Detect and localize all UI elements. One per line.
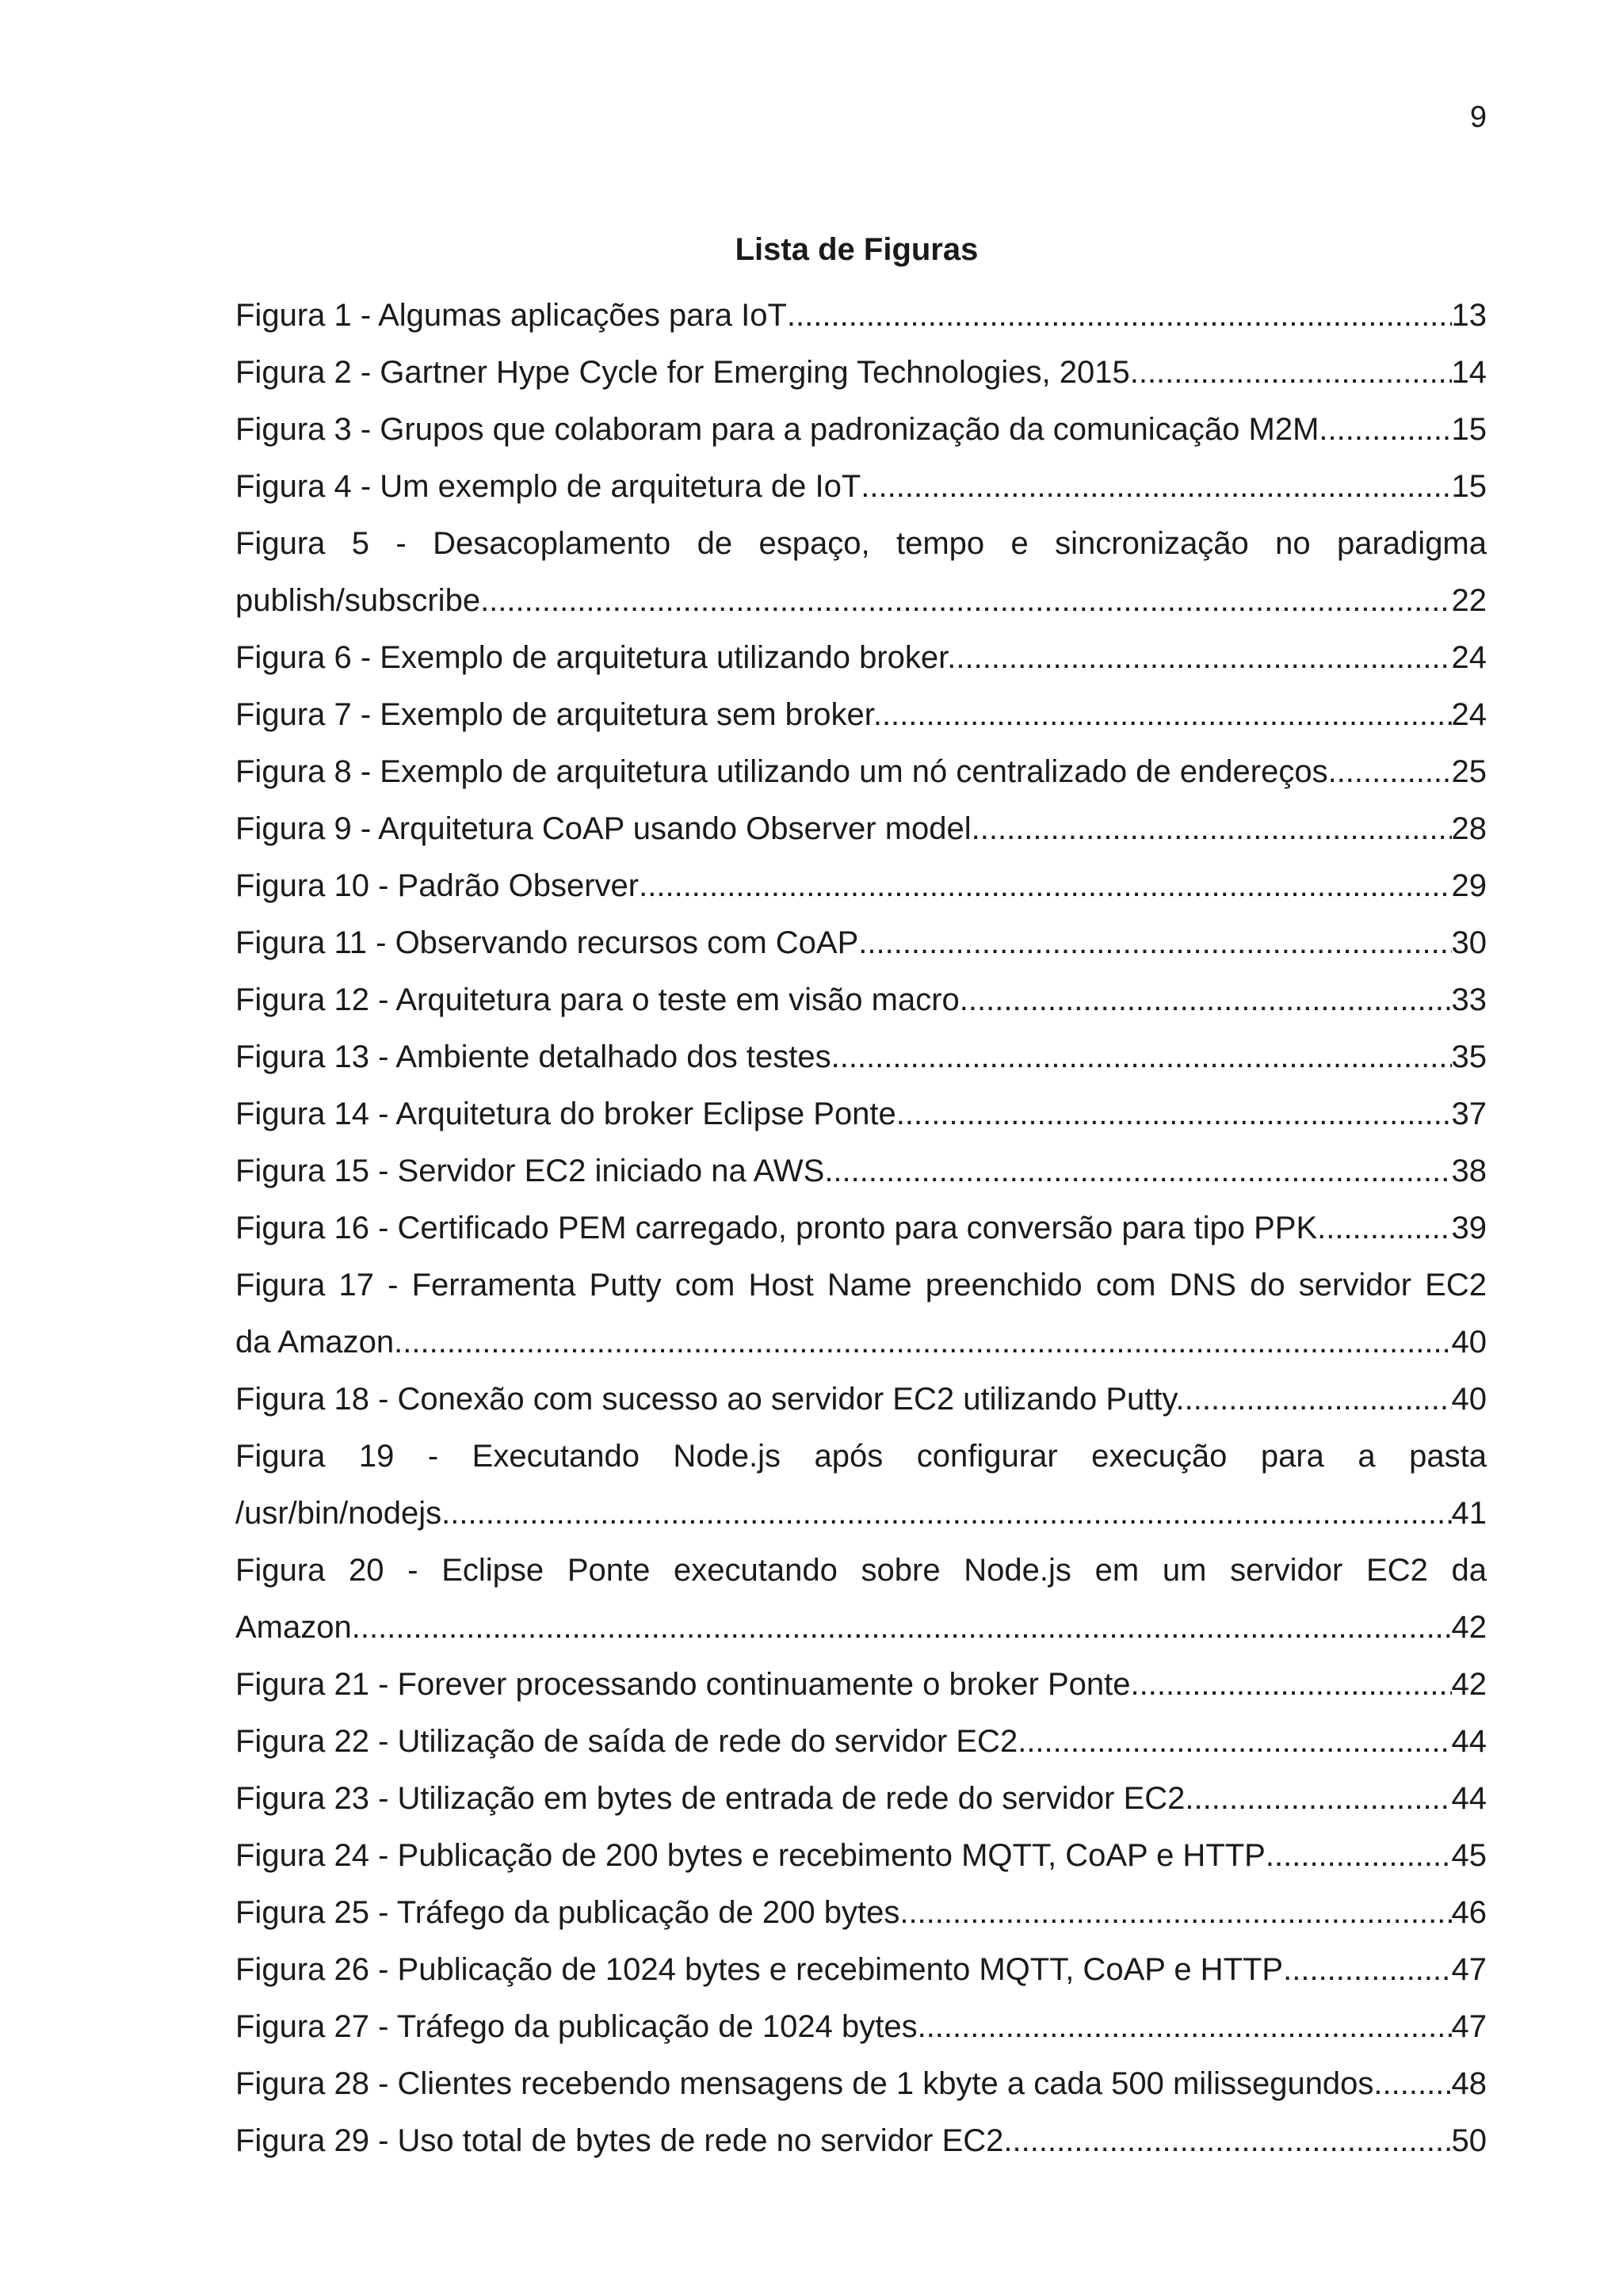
dot-leader <box>896 1085 1452 1142</box>
toc-entry-page: 46 <box>1451 1895 1487 1930</box>
dot-leader <box>1319 401 1451 458</box>
toc-entry-label: Figura 18 - Conexão com sucesso ao servidor EC2 utilizando Putty. <box>235 1382 1185 1417</box>
toc-entry-label: Figura 15 - Servidor EC2 iniciado na AWS <box>235 1154 825 1188</box>
toc-entry[interactable] <box>235 1656 1487 1713</box>
toc-entry[interactable] <box>235 686 1487 743</box>
toc-entry-label: Figura 13 - Ambiente detalhado dos testes <box>235 1039 831 1074</box>
dot-leader <box>918 1998 1452 2055</box>
toc-entry[interactable] <box>235 1770 1487 1827</box>
toc-entry[interactable] <box>235 1257 1487 1314</box>
toc-entry-label: Figura 28 - Clientes recebendo mensagens de 1 kbyte a cada 500 milissegundos. <box>235 2066 1383 2101</box>
toc-entry[interactable] <box>235 1941 1487 1998</box>
toc-entry[interactable] <box>235 1142 1487 1199</box>
toc-entry[interactable] <box>235 1314 1487 1371</box>
page-number: 9 <box>1469 101 1487 134</box>
toc-entry[interactable] <box>235 515 1487 572</box>
dot-leader <box>831 1028 1452 1085</box>
toc-entry[interactable] <box>235 1542 1487 1599</box>
toc-entry-label: Figura 20 - Eclipse Ponte executando sobre Node.js em um servidor EC2 da <box>235 1553 1487 1588</box>
page-title: Lista de Figuras <box>735 232 979 267</box>
toc-entry[interactable] <box>235 1199 1487 1257</box>
toc-entry[interactable] <box>235 401 1487 458</box>
toc-entry-page: 42 <box>1451 1610 1487 1645</box>
dot-leader <box>1026 1713 1451 1770</box>
dot-leader <box>480 572 1451 629</box>
toc-entry-page: 45 <box>1451 1838 1487 1873</box>
dot-leader <box>882 686 1452 743</box>
dot-leader <box>639 857 1451 914</box>
toc-entry-page: 44 <box>1451 1724 1487 1759</box>
dot-leader <box>1130 344 1452 401</box>
dot-leader <box>1185 1371 1452 1428</box>
dot-leader <box>352 1599 1452 1656</box>
toc-entry-page: 14 <box>1451 355 1487 390</box>
toc-entry-label: Figura 16 - Certificado PEM carregado, pronto para conversão para tipo PPK <box>235 1211 1318 1245</box>
toc-entry-page: 24 <box>1451 697 1487 732</box>
toc-entry-label: Figura 2 - Gartner Hype Cycle for Emerging Technologies, 2015 <box>235 355 1130 390</box>
dot-leader <box>1337 743 1452 800</box>
toc-entry-page: 47 <box>1451 2009 1487 2044</box>
toc-entry-label: Figura 27 - Tráfego da publicação de 1024 bytes <box>235 2009 918 2044</box>
toc-entry-label: Figura 21 - Forever processando continuamente o broker Ponte <box>235 1667 1131 1702</box>
toc-entry-page: 42 <box>1451 1667 1487 1702</box>
toc-entry-page: 47 <box>1451 1952 1487 1987</box>
toc-entry[interactable] <box>235 971 1487 1028</box>
toc-entry-page: 41 <box>1451 1496 1487 1531</box>
toc-entry-page: 40 <box>1451 1325 1487 1360</box>
toc-entry[interactable] <box>235 1599 1487 1656</box>
toc-entry-label: Figura 22 - Utilização de saída de rede do servidor EC2. <box>235 1724 1027 1759</box>
toc-entry-label: Figura 9 - Arquitetura CoAP usando Observer model <box>235 811 972 846</box>
dot-leader <box>824 1142 1451 1199</box>
dot-leader <box>1003 2112 1451 2169</box>
toc-entry[interactable] <box>235 1371 1487 1428</box>
toc-entry-label: Figura 5 - Desacoplamento de espaço, tempo e sincronização no paradigma <box>235 526 1487 561</box>
toc-entry[interactable] <box>235 344 1487 401</box>
toc-entry-page: 28 <box>1451 811 1487 846</box>
dot-leader <box>1266 1827 1452 1884</box>
toc-entry[interactable] <box>235 1428 1487 1485</box>
toc-entry-page: 48 <box>1451 2066 1487 2101</box>
toc-entry-page: 30 <box>1451 925 1487 960</box>
toc-entry[interactable] <box>235 1713 1487 1770</box>
toc-entry-page: 40 <box>1451 1382 1487 1417</box>
toc-entry-label: Figura 3 - Grupos que colaboram para a padronização da comunicação M2M <box>235 412 1319 447</box>
dot-leader <box>441 1485 1451 1542</box>
toc-entry[interactable] <box>235 743 1487 800</box>
dot-leader <box>858 914 1451 971</box>
toc-entry-label: Figura 24 - Publicação de 200 bytes e recebimento MQTT, CoAP e HTTP <box>235 1838 1266 1873</box>
toc-entry-label: da Amazon <box>235 1325 395 1360</box>
toc-entry-label: Figura 11 - Observando recursos com CoAP <box>235 925 859 960</box>
toc-entry[interactable] <box>235 1827 1487 1884</box>
dot-leader <box>1283 1941 1451 1998</box>
toc-entry-label: Figura 6 - Exemplo de arquitetura utilizando broker. <box>235 640 957 675</box>
dot-leader <box>1317 1199 1451 1257</box>
dot-leader <box>960 971 1452 1028</box>
dot-leader <box>861 458 1451 515</box>
dot-leader <box>787 287 1452 344</box>
dot-leader <box>1131 1656 1452 1713</box>
list-of-figures <box>235 287 1487 2169</box>
toc-entry[interactable] <box>235 800 1487 857</box>
toc-entry-label: Figura 7 - Exemplo de arquitetura sem broker. <box>235 697 882 732</box>
toc-entry-label: Figura 12 - Arquitetura para o teste em visão macro <box>235 982 960 1017</box>
toc-entry[interactable] <box>235 857 1487 914</box>
toc-entry[interactable] <box>235 2112 1487 2169</box>
dot-leader <box>972 800 1452 857</box>
toc-entry[interactable] <box>235 1998 1487 2055</box>
toc-entry-page: 44 <box>1451 1781 1487 1816</box>
toc-entry[interactable] <box>235 629 1487 686</box>
toc-entry-page: 24 <box>1451 640 1487 675</box>
toc-entry-page: 33 <box>1451 982 1487 1017</box>
toc-entry-page: 15 <box>1451 412 1487 447</box>
toc-entry[interactable] <box>235 287 1487 344</box>
toc-entry-label: Figura 29 - Uso total de bytes de rede no servidor EC2 <box>235 2123 1004 2158</box>
toc-entry[interactable] <box>235 2055 1487 2112</box>
toc-entry[interactable] <box>235 1028 1487 1085</box>
toc-entry-page: 39 <box>1451 1211 1487 1245</box>
toc-entry-label: Figura 19 - Executando Node.js após configurar execução para a pasta <box>235 1439 1487 1474</box>
toc-entry-page: 50 <box>1451 2123 1487 2158</box>
toc-entry-page: 25 <box>1451 754 1487 789</box>
toc-entry-page: 13 <box>1451 298 1487 333</box>
toc-entry-label: /usr/bin/nodejs <box>235 1496 442 1531</box>
toc-entry-page: 22 <box>1451 583 1487 618</box>
toc-entry-page: 29 <box>1451 868 1487 903</box>
toc-entry-label: Figura 17 - Ferramenta Putty com Host Name preenchido com DNS do servidor EC2 <box>235 1268 1487 1302</box>
toc-entry-label: Figura 25 - Tráfego da publicação de 200 bytes <box>235 1895 900 1930</box>
toc-entry-label: Figura 14 - Arquitetura do broker Eclipse Ponte <box>235 1097 896 1131</box>
toc-entry[interactable] <box>235 458 1487 515</box>
toc-entry-label: publish/subscribe <box>235 583 481 618</box>
dot-leader <box>394 1314 1451 1371</box>
toc-entry-label: Figura 26 - Publicação de 1024 bytes e recebimento MQTT, CoAP e HTTP <box>235 1952 1284 1987</box>
dot-leader <box>1383 2055 1452 2112</box>
dot-leader <box>899 1884 1451 1941</box>
toc-entry[interactable] <box>235 914 1487 971</box>
toc-entry-label: Figura 8 - Exemplo de arquitetura utilizando um nó centralizado de endereços. <box>235 754 1337 789</box>
toc-entry-page: 38 <box>1451 1154 1487 1188</box>
toc-entry[interactable] <box>235 1884 1487 1941</box>
toc-entry-page: 37 <box>1451 1097 1487 1131</box>
toc-entry-page: 35 <box>1451 1039 1487 1074</box>
toc-entry[interactable] <box>235 572 1487 629</box>
toc-entry-label: Amazon <box>235 1610 352 1645</box>
dot-leader <box>1194 1770 1452 1827</box>
toc-entry-label: Figura 23 - Utilização em bytes de entrada de rede do servidor EC2. <box>235 1781 1194 1816</box>
toc-entry[interactable] <box>235 1085 1487 1142</box>
toc-entry-label: Figura 10 - Padrão Observer <box>235 868 640 903</box>
toc-entry-page: 15 <box>1451 469 1487 504</box>
toc-entry[interactable] <box>235 1485 1487 1542</box>
toc-entry-label: Figura 4 - Um exemplo de arquitetura de IoT <box>235 469 861 504</box>
dot-leader <box>956 629 1451 686</box>
toc-entry-label: Figura 1 - Algumas aplicações para IoT <box>235 298 787 333</box>
